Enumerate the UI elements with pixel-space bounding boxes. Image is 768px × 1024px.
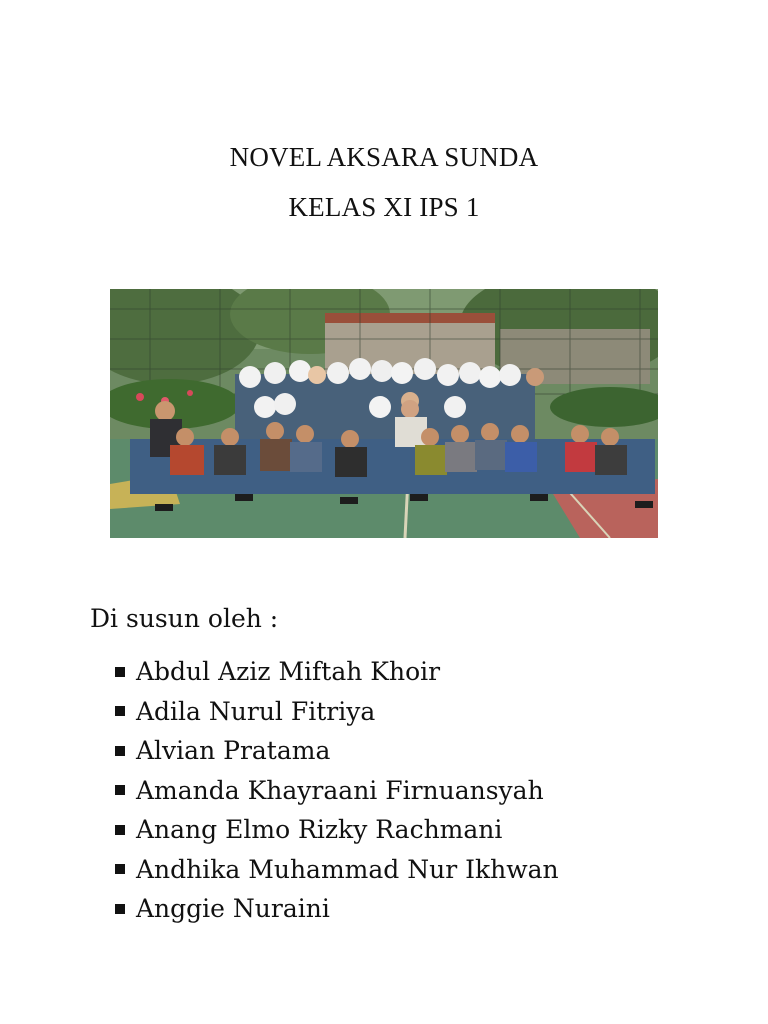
class-group-photo: [110, 289, 658, 538]
author-name: Anang Elmo Rizky Rachmani: [136, 815, 503, 844]
author-name: Alvian Pratama: [136, 736, 331, 765]
square-bullet-icon: [115, 825, 125, 835]
list-item: [115, 692, 559, 732]
list-item: [115, 850, 559, 890]
square-bullet-icon: [115, 667, 125, 677]
square-bullet-icon: [115, 746, 125, 756]
list-item: [115, 771, 559, 811]
author-name: Anggie Nuraini: [136, 894, 330, 923]
author-list: [115, 652, 559, 929]
document-subtitle: KELAS XI IPS 1: [288, 192, 480, 222]
square-bullet-icon: [115, 706, 125, 716]
list-item: [115, 810, 559, 850]
author-name: Andhika Muhammad Nur Ikhwan: [136, 854, 559, 884]
list-item: [115, 731, 559, 771]
author-name: Amanda Khayraani Firnuansyah: [136, 775, 544, 805]
list-item: [115, 652, 559, 692]
square-bullet-icon: [115, 785, 125, 795]
square-bullet-icon: [115, 864, 125, 874]
list-item: [115, 889, 559, 929]
group-photo-icon: [110, 289, 658, 538]
document-title: NOVEL AKSARA SUNDA: [229, 142, 539, 172]
author-name: Abdul Aziz Miftah Khoir: [136, 657, 441, 686]
author-name: Adila Nurul Fitriya: [136, 696, 376, 726]
authors-label: Di susun oleh :: [90, 604, 279, 633]
square-bullet-icon: [115, 904, 125, 914]
